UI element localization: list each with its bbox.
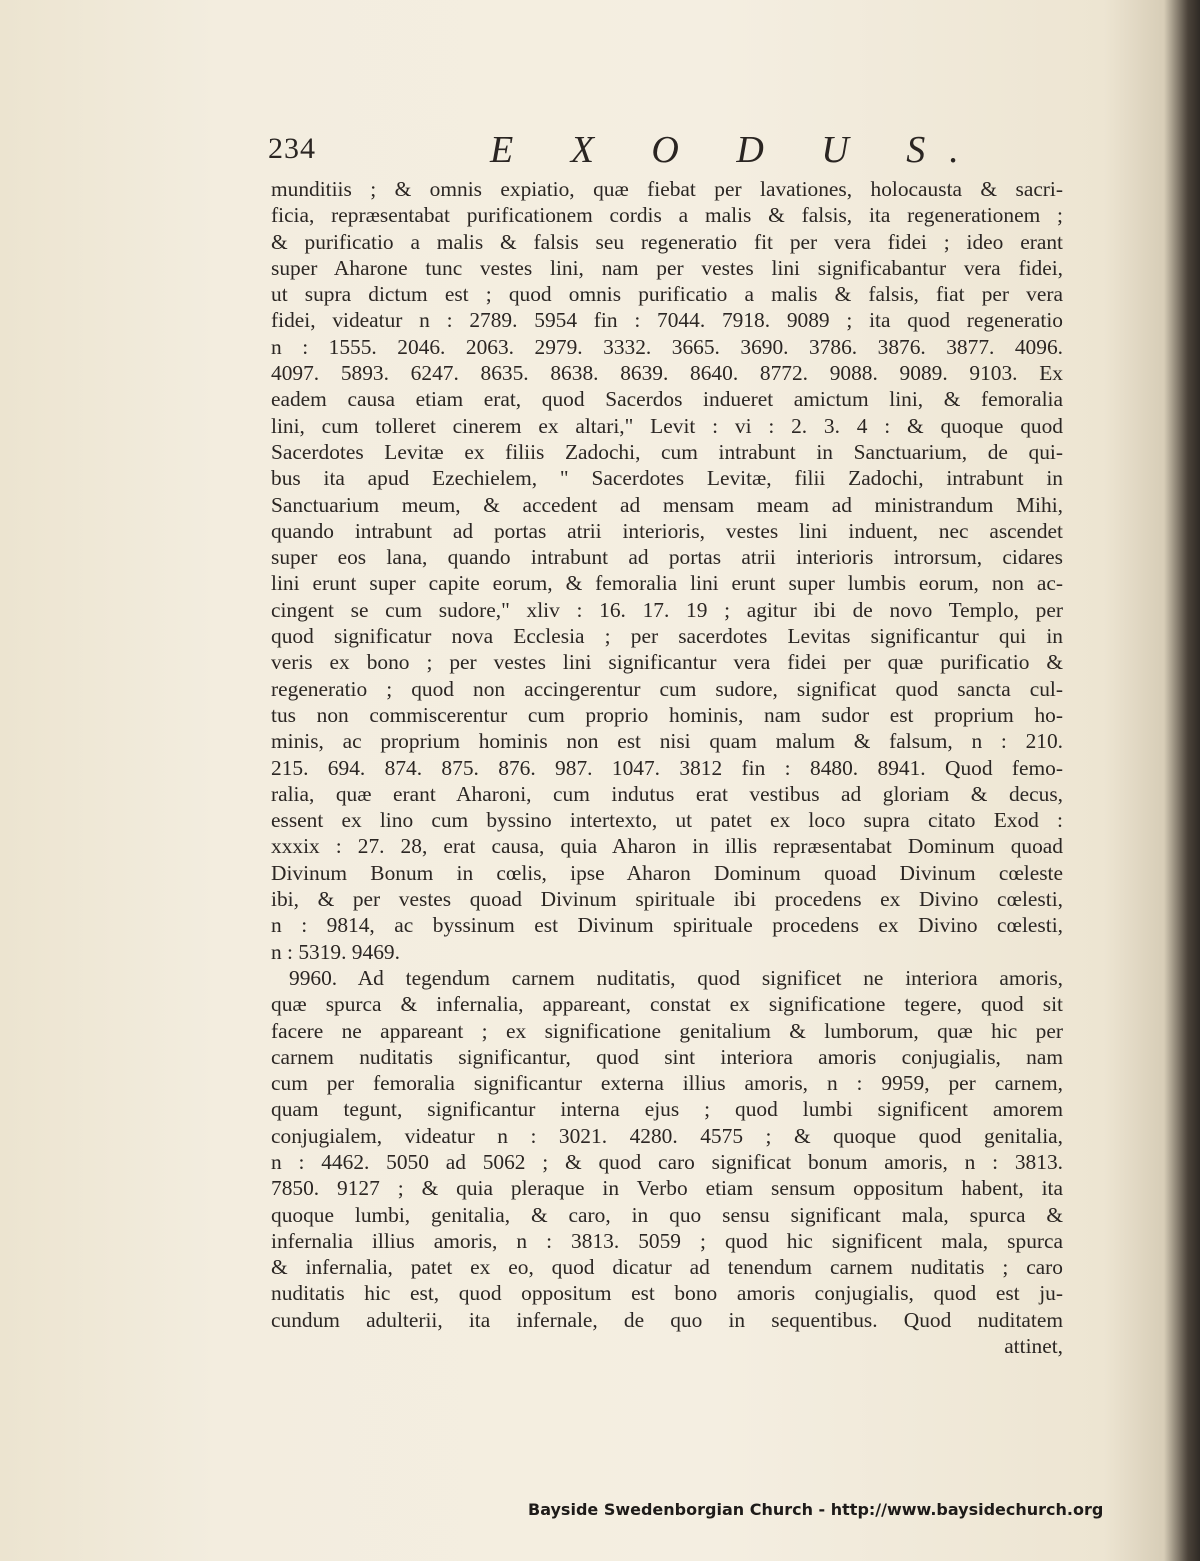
page-number: 234 [268,132,316,165]
text-line: 9960. Ad tegendum carnem nuditatis, quod significet ne interiora amoris, [289,965,1063,990]
text-line: veris ex bono ; per vestes lini significantur vera fidei per quæ purificatio & [271,650,1063,675]
text-line: 4097. 5893. 6247. 8635. 8638. 8639. 8640. 8772. 9088. 9089. 9103. Ex [271,361,1063,386]
text-line: lini erunt super capite eorum, & femoralia lini erunt super lumbis eorum, non ac- [271,571,1063,596]
text-line: ut supra dictum est ; quod omnis purificatio a malis & falsis, fiat per vera [271,282,1063,307]
text-line: fidei, videatur n : 2789. 5954 fin : 7044. 7918. 9089 ; ita quod regeneratio [271,308,1063,333]
text-line: quando intrabunt ad portas atrii interioris, vestes lini induent, nec ascendet [271,518,1063,543]
text-line: n : 5319. 9469. [271,939,400,964]
text-line: facere ne appareant ; ex significatione genitalium & lumborum, quæ hic per [271,1018,1063,1043]
text-line: munditiis ; & omnis expiatio, quæ fiebat per lavationes, holocausta & sacri- [271,177,1063,201]
text-line: conjugialem, videatur n : 3021. 4280. 4575 ; & quoque quod genitalia, [271,1123,1063,1148]
text-line: ficia, repræsentabat purificationem cordis a malis & falsis, ita regenerationem ; [271,203,1063,228]
text-line: ralia, quæ erant Aharoni, cum indutus erat vestibus ad gloriam & decus, [271,781,1063,806]
text-line: ibi, & per vestes quoad Divinum spirituale ibi procedens ex Divino cœlesti, [271,887,1063,912]
text-line: minis, ac proprium hominis non est nisi quam malum & falsum, n : 210. [271,729,1063,754]
text-line: lini, cum tolleret cinerem ex altari," Levit : vi : 2. 3. 4 : & quoque quod [271,413,1063,438]
text-line: quod significatur nova Ecclesia ; per sacerdotes Levitas significantur qui in [271,624,1063,649]
text-line: bus ita apud Ezechielem, " Sacerdotes Levitæ, filii Zadochi, intrabunt in [271,466,1063,491]
body-text [271,176,1063,1359]
text-line: 215. 694. 874. 875. 876. 987. 1047. 3812 fin : 8480. 8941. Quod femo- [271,755,1063,780]
text-line: quam tegunt, significantur interna ejus ; quod lumbi significent amorem [271,1097,1063,1122]
text-line: quoque lumbi, genitalia, & caro, in quo sensu significant mala, spurca & [271,1202,1063,1227]
text-line: n : 9814, ac byssinum est Divinum spirituale procedens ex Divino cœlesti, [271,913,1063,938]
text-line: quæ spurca & infernalia, appareant, constat ex significatione tegere, quod sit [271,992,1063,1017]
text-line: eadem causa etiam erat, quod Sacerdos indueret amictum lini, & femoralia [271,387,1063,412]
text-line: infernalia illius amoris, n : 3813. 5059 ; quod hic significent mala, spurca [271,1228,1063,1253]
text-line: cingent se cum sudore," xliv : 16. 17. 19 ; agitur ibi de novo Templo, per [271,597,1063,622]
text-line: Sacerdotes Levitæ ex filiis Zadochi, cum intrabunt in Sanctuarium, de qui- [271,439,1063,464]
text-line: regeneratio ; quod non accingerentur cum sudore, significat quod sancta cul- [271,676,1063,701]
text-line: & infernalia, patet ex eo, quod dicatur ad tenendum carnem nuditatis ; caro [271,1255,1063,1280]
text-line: Divinum Bonum in cœlis, ipse Aharon Dominum quoad Divinum cœleste [271,860,1063,885]
text-line: carnem nuditatis significantur, quod sint interiora amoris conjugialis, nam [271,1044,1063,1069]
text-line: xxxix : 27. 28, erat causa, quia Aharon in illis repræsentabat Dominum quoad [271,834,1063,859]
text-line: essent ex lino cum byssino intertexto, ut patet ex loco supra citato Exod : [271,808,1063,833]
catchword: attinet, [1004,1334,1063,1359]
text-line: Sanctuarium meum, & accedent ad mensam meam ad ministrandum Mihi, [271,492,1063,517]
text-line: tus non commiscerentur cum proprio hominis, nam sudor est proprium ho- [271,702,1063,727]
text-line: n : 4462. 5050 ad 5062 ; & quod caro significat bonum amoris, n : 3813. [271,1149,1063,1174]
text-line: cundum adulterii, ita infernale, de quo in sequentibus. Quod nuditatem [271,1307,1063,1332]
text-line: nuditatis hic est, quod oppositum est bono amoris conjugialis, quod est ju- [271,1281,1063,1306]
footer-credit: Bayside Swedenborgian Church - http://www.baysidechurch.org [528,1500,1104,1519]
running-head [268,128,988,174]
text-line: 7850. 9127 ; & quia pleraque in Verbo etiam sensum oppositum habent, ita [271,1176,1063,1201]
text-line: super Aharone tunc vestes lini, nam per vestes lini significabantur vera fidei, [271,255,1063,280]
text-line: n : 1555. 2046. 2063. 2979. 3332. 3665. 3690. 3786. 3876. 3877. 4096. [271,334,1063,359]
text-line: super eos lana, quando intrabunt ad portas atrii interioris introrsum, cidares [271,545,1063,570]
book-title: E X O D U S. [490,129,983,171]
text-line: & purificatio a malis & falsis seu regeneratio fit per vera fidei ; ideo erant [271,229,1063,254]
text-line: cum per femoralia significantur externa illius amoris, n : 9959, per carnem, [271,1071,1063,1096]
